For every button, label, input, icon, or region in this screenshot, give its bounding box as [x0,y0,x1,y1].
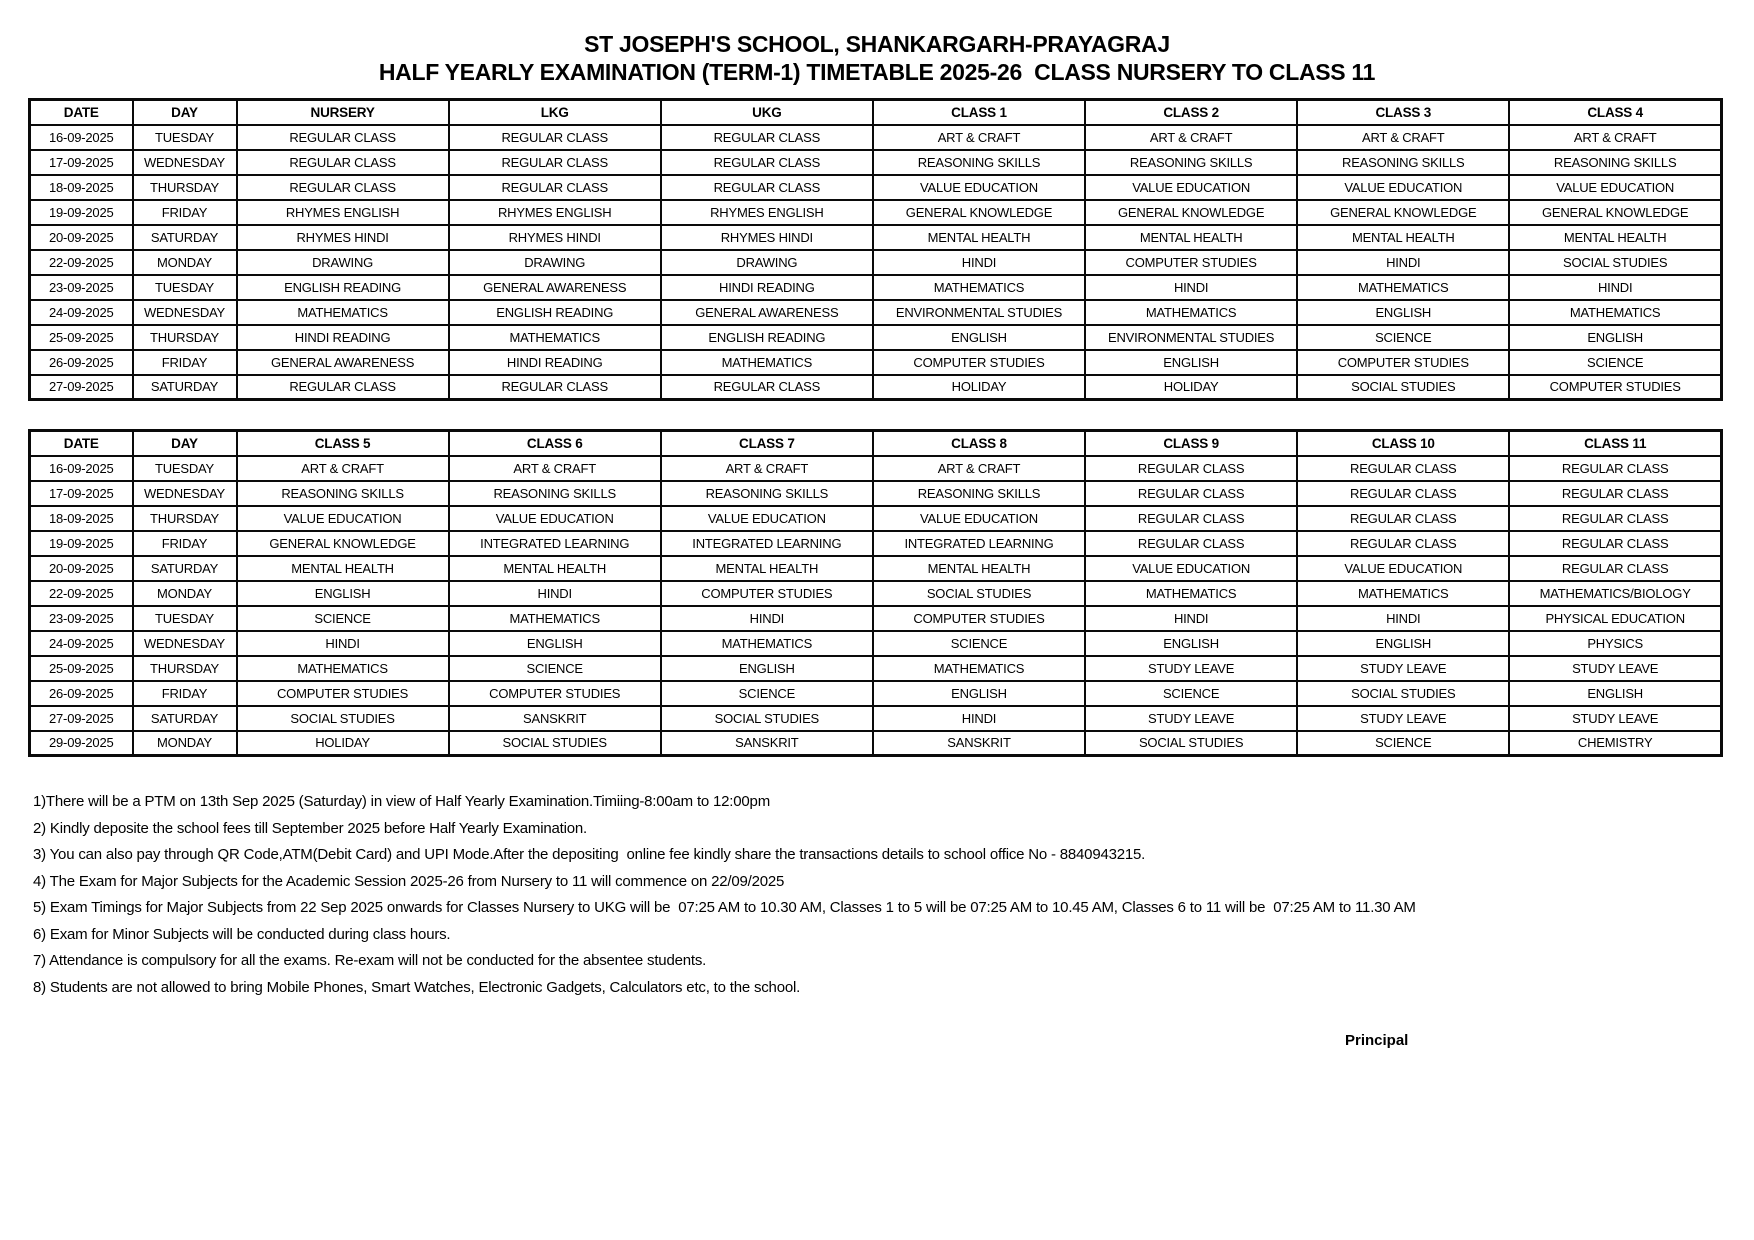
subject-cell: SANSKRIT [873,731,1085,756]
subject-cell: VALUE EDUCATION [237,506,449,531]
subject-cell: ENGLISH [449,631,661,656]
date-cell: 27-09-2025 [30,375,133,400]
column-header: DAY [133,100,237,125]
subject-cell: ART & CRAFT [873,456,1085,481]
subject-cell: ENGLISH [873,681,1085,706]
timetable-row [30,556,1722,581]
subject-cell: SANSKRIT [449,706,661,731]
timetable-row [30,581,1722,606]
date-cell: 27-09-2025 [30,706,133,731]
subject-cell: STUDY LEAVE [1297,656,1509,681]
subject-cell: REGULAR CLASS [661,175,873,200]
column-header: CLASS 6 [449,431,661,456]
subject-cell: VALUE EDUCATION [873,506,1085,531]
subject-cell: MENTAL HEALTH [449,556,661,581]
subject-cell: REGULAR CLASS [1297,506,1509,531]
subject-cell: HINDI [873,706,1085,731]
subject-cell: MATHEMATICS [1509,300,1721,325]
day-cell: THURSDAY [133,175,237,200]
date-cell: 20-09-2025 [30,225,133,250]
subject-cell: STUDY LEAVE [1085,706,1297,731]
column-header: CLASS 7 [661,431,873,456]
timetable-row [30,531,1722,556]
subject-cell: REGULAR CLASS [1085,481,1297,506]
subject-cell: ENGLISH [1509,325,1721,350]
subject-cell: REASONING SKILLS [1297,150,1509,175]
column-header: CLASS 8 [873,431,1085,456]
subject-cell: MATHEMATICS [237,656,449,681]
subject-cell: STUDY LEAVE [1297,706,1509,731]
subject-cell: MATHEMATICS [1297,275,1509,300]
subject-cell: SCIENCE [1085,681,1297,706]
subject-cell: CHEMISTRY [1509,731,1721,756]
subject-cell: MATHEMATICS [1297,581,1509,606]
note-item: 7) Attendance is compulsory for all the exams. Re-exam will not be conducted for the absentee students. [33,952,707,969]
principal-signature-label: Principal [1345,1032,1409,1049]
subject-cell: HOLIDAY [237,731,449,756]
subject-cell: VALUE EDUCATION [1085,175,1297,200]
day-cell: THURSDAY [133,656,237,681]
subject-cell: GENERAL KNOWLEDGE [1297,200,1509,225]
subject-cell: MENTAL HEALTH [661,556,873,581]
subject-cell: HINDI [1085,275,1297,300]
date-cell: 18-09-2025 [30,506,133,531]
day-cell: SATURDAY [133,225,237,250]
subject-cell: SCIENCE [1297,731,1509,756]
column-header: CLASS 1 [873,100,1085,125]
subject-cell: REGULAR CLASS [1085,456,1297,481]
subject-cell: DRAWING [449,250,661,275]
subject-cell: COMPUTER STUDIES [661,581,873,606]
subject-cell: GENERAL AWARENESS [237,350,449,375]
subject-cell: REGULAR CLASS [1297,531,1509,556]
subject-cell: REGULAR CLASS [449,125,661,150]
timetable-row [30,681,1722,706]
date-cell: 22-09-2025 [30,581,133,606]
subject-cell: INTEGRATED LEARNING [449,531,661,556]
subject-cell: ART & CRAFT [1297,125,1509,150]
date-cell: 24-09-2025 [30,631,133,656]
subject-cell: ART & CRAFT [661,456,873,481]
subject-cell: DRAWING [661,250,873,275]
day-cell: FRIDAY [133,200,237,225]
note-item: 6) Exam for Minor Subjects will be conducted during class hours. [33,925,451,943]
subject-cell: COMPUTER STUDIES [237,681,449,706]
day-cell: MONDAY [133,250,237,275]
subject-cell: REGULAR CLASS [237,375,449,400]
timetable-row [30,325,1722,350]
subject-cell: SOCIAL STUDIES [1297,681,1509,706]
subject-cell: MENTAL HEALTH [1509,225,1721,250]
subject-cell: SCIENCE [1297,325,1509,350]
timetable-row [30,631,1722,656]
exam-timetable-title: HALF YEARLY EXAMINATION (TERM-1) TIMETABLE 2025-26 CLASS NURSERY TO CLASS 11 [378,59,1376,85]
timetable-row [30,150,1722,175]
note-item: 1)There will be a PTM on 13th Sep 2025 (Saturday) in view of Half Yearly Examination.Timiing-8:00am to 12:00pm [33,793,770,810]
subject-cell: REGULAR CLASS [237,150,449,175]
subject-cell: HOLIDAY [1085,375,1297,400]
timetable-row [30,506,1722,531]
subject-cell: MATHEMATICS [1085,581,1297,606]
day-cell: WEDNESDAY [133,150,237,175]
subject-cell: REGULAR CLASS [449,150,661,175]
school-name-title: ST JOSEPH'S SCHOOL, SHANKARGARH-PRAYAGRAJ [584,31,1170,57]
header-row [30,431,1722,456]
column-header: NURSERY [237,100,449,125]
subject-cell: REASONING SKILLS [237,481,449,506]
subject-cell: MENTAL HEALTH [873,225,1085,250]
subject-cell: SCIENCE [873,631,1085,656]
subject-cell: VALUE EDUCATION [1297,175,1509,200]
subject-cell: RHYMES ENGLISH [449,200,661,225]
subject-cell: HOLIDAY [873,375,1085,400]
header-row [30,100,1722,125]
subject-cell: GENERAL KNOWLEDGE [1509,200,1721,225]
subject-cell: GENERAL KNOWLEDGE [1085,200,1297,225]
timetable-row [30,125,1722,150]
subject-cell: ART & CRAFT [873,125,1085,150]
subject-cell: PHYSICAL EDUCATION [1509,606,1721,631]
subject-cell: REGULAR CLASS [1509,456,1721,481]
timetable-row [30,706,1722,731]
subject-cell: RHYMES HINDI [661,225,873,250]
day-cell: TUESDAY [133,125,237,150]
subject-cell: VALUE EDUCATION [1509,175,1721,200]
document-header [0,0,1754,86]
subject-cell: MATHEMATICS [449,325,661,350]
day-cell: THURSDAY [133,506,237,531]
column-header: DATE [30,100,133,125]
day-cell: FRIDAY [133,350,237,375]
timetable-row [30,731,1722,756]
subject-cell: REASONING SKILLS [1085,150,1297,175]
subject-cell: MATHEMATICS [1085,300,1297,325]
subject-cell: ENVIRONMENTAL STUDIES [1085,325,1297,350]
date-cell: 16-09-2025 [30,125,133,150]
day-cell: SATURDAY [133,706,237,731]
timetable-row [30,350,1722,375]
subject-cell: ART & CRAFT [1085,125,1297,150]
date-cell: 26-09-2025 [30,681,133,706]
subject-cell: ART & CRAFT [449,456,661,481]
subject-cell: VALUE EDUCATION [449,506,661,531]
subject-cell: MATHEMATICS [449,606,661,631]
subject-cell: REASONING SKILLS [873,481,1085,506]
day-cell: WEDNESDAY [133,300,237,325]
subject-cell: COMPUTER STUDIES [873,350,1085,375]
date-cell: 22-09-2025 [30,250,133,275]
day-cell: MONDAY [133,581,237,606]
timetable-row [30,300,1722,325]
column-header: UKG [661,100,873,125]
subject-cell: GENERAL KNOWLEDGE [237,531,449,556]
column-header: CLASS 3 [1297,100,1509,125]
subject-cell: REGULAR CLASS [1509,531,1721,556]
subject-cell: ENGLISH [1085,631,1297,656]
note-item: 3) You can also pay through QR Code,ATM(Debit Card) and UPI Mode.After the depositing online fee kindly share the transactions details to school office No - 8840943215. [33,846,1146,863]
subject-cell: ENGLISH [1297,300,1509,325]
subject-cell: STUDY LEAVE [1509,656,1721,681]
note-item: 2) Kindly deposite the school fees till September 2025 before Half Yearly Examination. [33,819,587,837]
subject-cell: HINDI [449,581,661,606]
subject-cell: REASONING SKILLS [449,481,661,506]
subject-cell: COMPUTER STUDIES [873,606,1085,631]
subject-cell: REGULAR CLASS [1509,556,1721,581]
subject-cell: REASONING SKILLS [1509,150,1721,175]
subject-cell: COMPUTER STUDIES [1085,250,1297,275]
subject-cell: RHYMES HINDI [237,225,449,250]
subject-cell: ENGLISH [661,656,873,681]
day-cell: THURSDAY [133,325,237,350]
subject-cell: HINDI READING [661,275,873,300]
day-cell: WEDNESDAY [133,481,237,506]
subject-cell: MATHEMATICS [873,275,1085,300]
subject-cell: GENERAL AWARENESS [449,275,661,300]
subject-cell: GENERAL KNOWLEDGE [873,200,1085,225]
column-header: CLASS 2 [1085,100,1297,125]
subject-cell: REGULAR CLASS [1085,531,1297,556]
subject-cell: ENGLISH [1085,350,1297,375]
subject-cell: REGULAR CLASS [661,150,873,175]
day-cell: TUESDAY [133,456,237,481]
date-cell: 23-09-2025 [30,606,133,631]
subject-cell: HINDI [873,250,1085,275]
subject-cell: ART & CRAFT [237,456,449,481]
subject-cell: ENGLISH READING [661,325,873,350]
subject-cell: MENTAL HEALTH [1085,225,1297,250]
date-cell: 26-09-2025 [30,350,133,375]
subject-cell: SCIENCE [237,606,449,631]
date-cell: 19-09-2025 [30,531,133,556]
date-cell: 29-09-2025 [30,731,133,756]
day-cell: SATURDAY [133,375,237,400]
subject-cell: VALUE EDUCATION [661,506,873,531]
subject-cell: REGULAR CLASS [661,125,873,150]
date-cell: 18-09-2025 [30,175,133,200]
subject-cell: PHYSICS [1509,631,1721,656]
subject-cell: REGULAR CLASS [449,175,661,200]
day-cell: WEDNESDAY [133,631,237,656]
date-cell: 16-09-2025 [30,456,133,481]
date-cell: 25-09-2025 [30,656,133,681]
timetable-class5-to-class11 [28,429,1723,757]
subject-cell: VALUE EDUCATION [1085,556,1297,581]
timetable-row [30,225,1722,250]
subject-cell: ENGLISH READING [237,275,449,300]
note-item: 8) Students are not allowed to bring Mobile Phones, Smart Watches, Electronic Gadgets, Calculators etc, to the school. [33,978,801,996]
column-header: CLASS 11 [1509,431,1721,456]
timetable-row [30,481,1722,506]
subject-cell: INTEGRATED LEARNING [661,531,873,556]
subject-cell: REGULAR CLASS [1297,456,1509,481]
subject-cell: RHYMES ENGLISH [237,200,449,225]
subject-cell: HINDI [237,631,449,656]
date-cell: 17-09-2025 [30,481,133,506]
column-header: CLASS 5 [237,431,449,456]
timetable-row [30,656,1722,681]
subject-cell: STUDY LEAVE [1085,656,1297,681]
subject-cell: MATHEMATICS [661,350,873,375]
note-item: 4) The Exam for Major Subjects for the Academic Session 2025-26 from Nursery to 11 will commence on 22/09/2025 [33,872,785,890]
day-cell: FRIDAY [133,531,237,556]
subject-cell: HINDI READING [237,325,449,350]
column-header: DAY [133,431,237,456]
subject-cell: COMPUTER STUDIES [449,681,661,706]
date-cell: 25-09-2025 [30,325,133,350]
subject-cell: ENGLISH [873,325,1085,350]
subject-cell: REGULAR CLASS [237,175,449,200]
subject-cell: RHYMES HINDI [449,225,661,250]
subject-cell: SOCIAL STUDIES [1297,375,1509,400]
day-cell: SATURDAY [133,556,237,581]
subject-cell: GENERAL AWARENESS [661,300,873,325]
date-cell: 17-09-2025 [30,150,133,175]
subject-cell: REGULAR CLASS [449,375,661,400]
column-header: CLASS 4 [1509,100,1721,125]
subject-cell: HINDI [1085,606,1297,631]
subject-cell: COMPUTER STUDIES [1297,350,1509,375]
subject-cell: MENTAL HEALTH [873,556,1085,581]
subject-cell: REGULAR CLASS [661,375,873,400]
column-header: CLASS 10 [1297,431,1509,456]
subject-cell: ART & CRAFT [1509,125,1721,150]
subject-cell: REGULAR CLASS [237,125,449,150]
subject-cell: REGULAR CLASS [1297,481,1509,506]
column-header: CLASS 9 [1085,431,1297,456]
subject-cell: REGULAR CLASS [1509,481,1721,506]
day-cell: TUESDAY [133,606,237,631]
subject-cell: HINDI [1509,275,1721,300]
subject-cell: MATHEMATICS [661,631,873,656]
subject-cell: INTEGRATED LEARNING [873,531,1085,556]
timetable-row [30,606,1722,631]
subject-cell: MATHEMATICS [873,656,1085,681]
timetable-row [30,250,1722,275]
subject-cell: REASONING SKILLS [873,150,1085,175]
timetable-nursery-to-class4 [28,98,1723,401]
subject-cell: SANSKRIT [661,731,873,756]
subject-cell: ENGLISH [237,581,449,606]
subject-cell: REGULAR CLASS [1509,506,1721,531]
day-cell: MONDAY [133,731,237,756]
subject-cell: ENGLISH [1297,631,1509,656]
subject-cell: MATHEMATICS/BIOLOGY [1509,581,1721,606]
subject-cell: SOCIAL STUDIES [1509,250,1721,275]
column-header: DATE [30,431,133,456]
timetable-row [30,275,1722,300]
subject-cell: VALUE EDUCATION [1297,556,1509,581]
subject-cell: ENGLISH [1509,681,1721,706]
timetable-row [30,175,1722,200]
subject-cell: MATHEMATICS [237,300,449,325]
subject-cell: REGULAR CLASS [1085,506,1297,531]
subject-cell: SCIENCE [1509,350,1721,375]
column-header: LKG [449,100,661,125]
date-cell: 19-09-2025 [30,200,133,225]
subject-cell: STUDY LEAVE [1509,706,1721,731]
timetable-row [30,200,1722,225]
subject-cell: HINDI READING [449,350,661,375]
subject-cell: SCIENCE [449,656,661,681]
subject-cell: SCIENCE [661,681,873,706]
subject-cell: SOCIAL STUDIES [449,731,661,756]
subject-cell: SOCIAL STUDIES [873,581,1085,606]
subject-cell: HINDI [661,606,873,631]
timetable-row [30,456,1722,481]
subject-cell: MENTAL HEALTH [237,556,449,581]
subject-cell: RHYMES ENGLISH [661,200,873,225]
subject-cell: SOCIAL STUDIES [237,706,449,731]
date-cell: 20-09-2025 [30,556,133,581]
subject-cell: VALUE EDUCATION [873,175,1085,200]
subject-cell: ENVIRONMENTAL STUDIES [873,300,1085,325]
day-cell: TUESDAY [133,275,237,300]
date-cell: 24-09-2025 [30,300,133,325]
subject-cell: ENGLISH READING [449,300,661,325]
subject-cell: SOCIAL STUDIES [661,706,873,731]
subject-cell: DRAWING [237,250,449,275]
subject-cell: MENTAL HEALTH [1297,225,1509,250]
timetable-row [30,375,1722,400]
subject-cell: HINDI [1297,250,1509,275]
day-cell: FRIDAY [133,681,237,706]
subject-cell: REASONING SKILLS [661,481,873,506]
date-cell: 23-09-2025 [30,275,133,300]
subject-cell: SOCIAL STUDIES [1085,731,1297,756]
subject-cell: HINDI [1297,606,1509,631]
subject-cell: COMPUTER STUDIES [1509,375,1721,400]
exam-notes-list [33,789,1754,1001]
note-item: 5) Exam Timings for Major Subjects from 22 Sep 2025 onwards for Classes Nursery to UKG will be 07:25 AM to 10.30 AM, Classes 1 to 5 will be 07:25 AM to 10.45 AM, Classes 6 to 11 will be 07:25 AM to 11.30 AM [33,899,1416,916]
